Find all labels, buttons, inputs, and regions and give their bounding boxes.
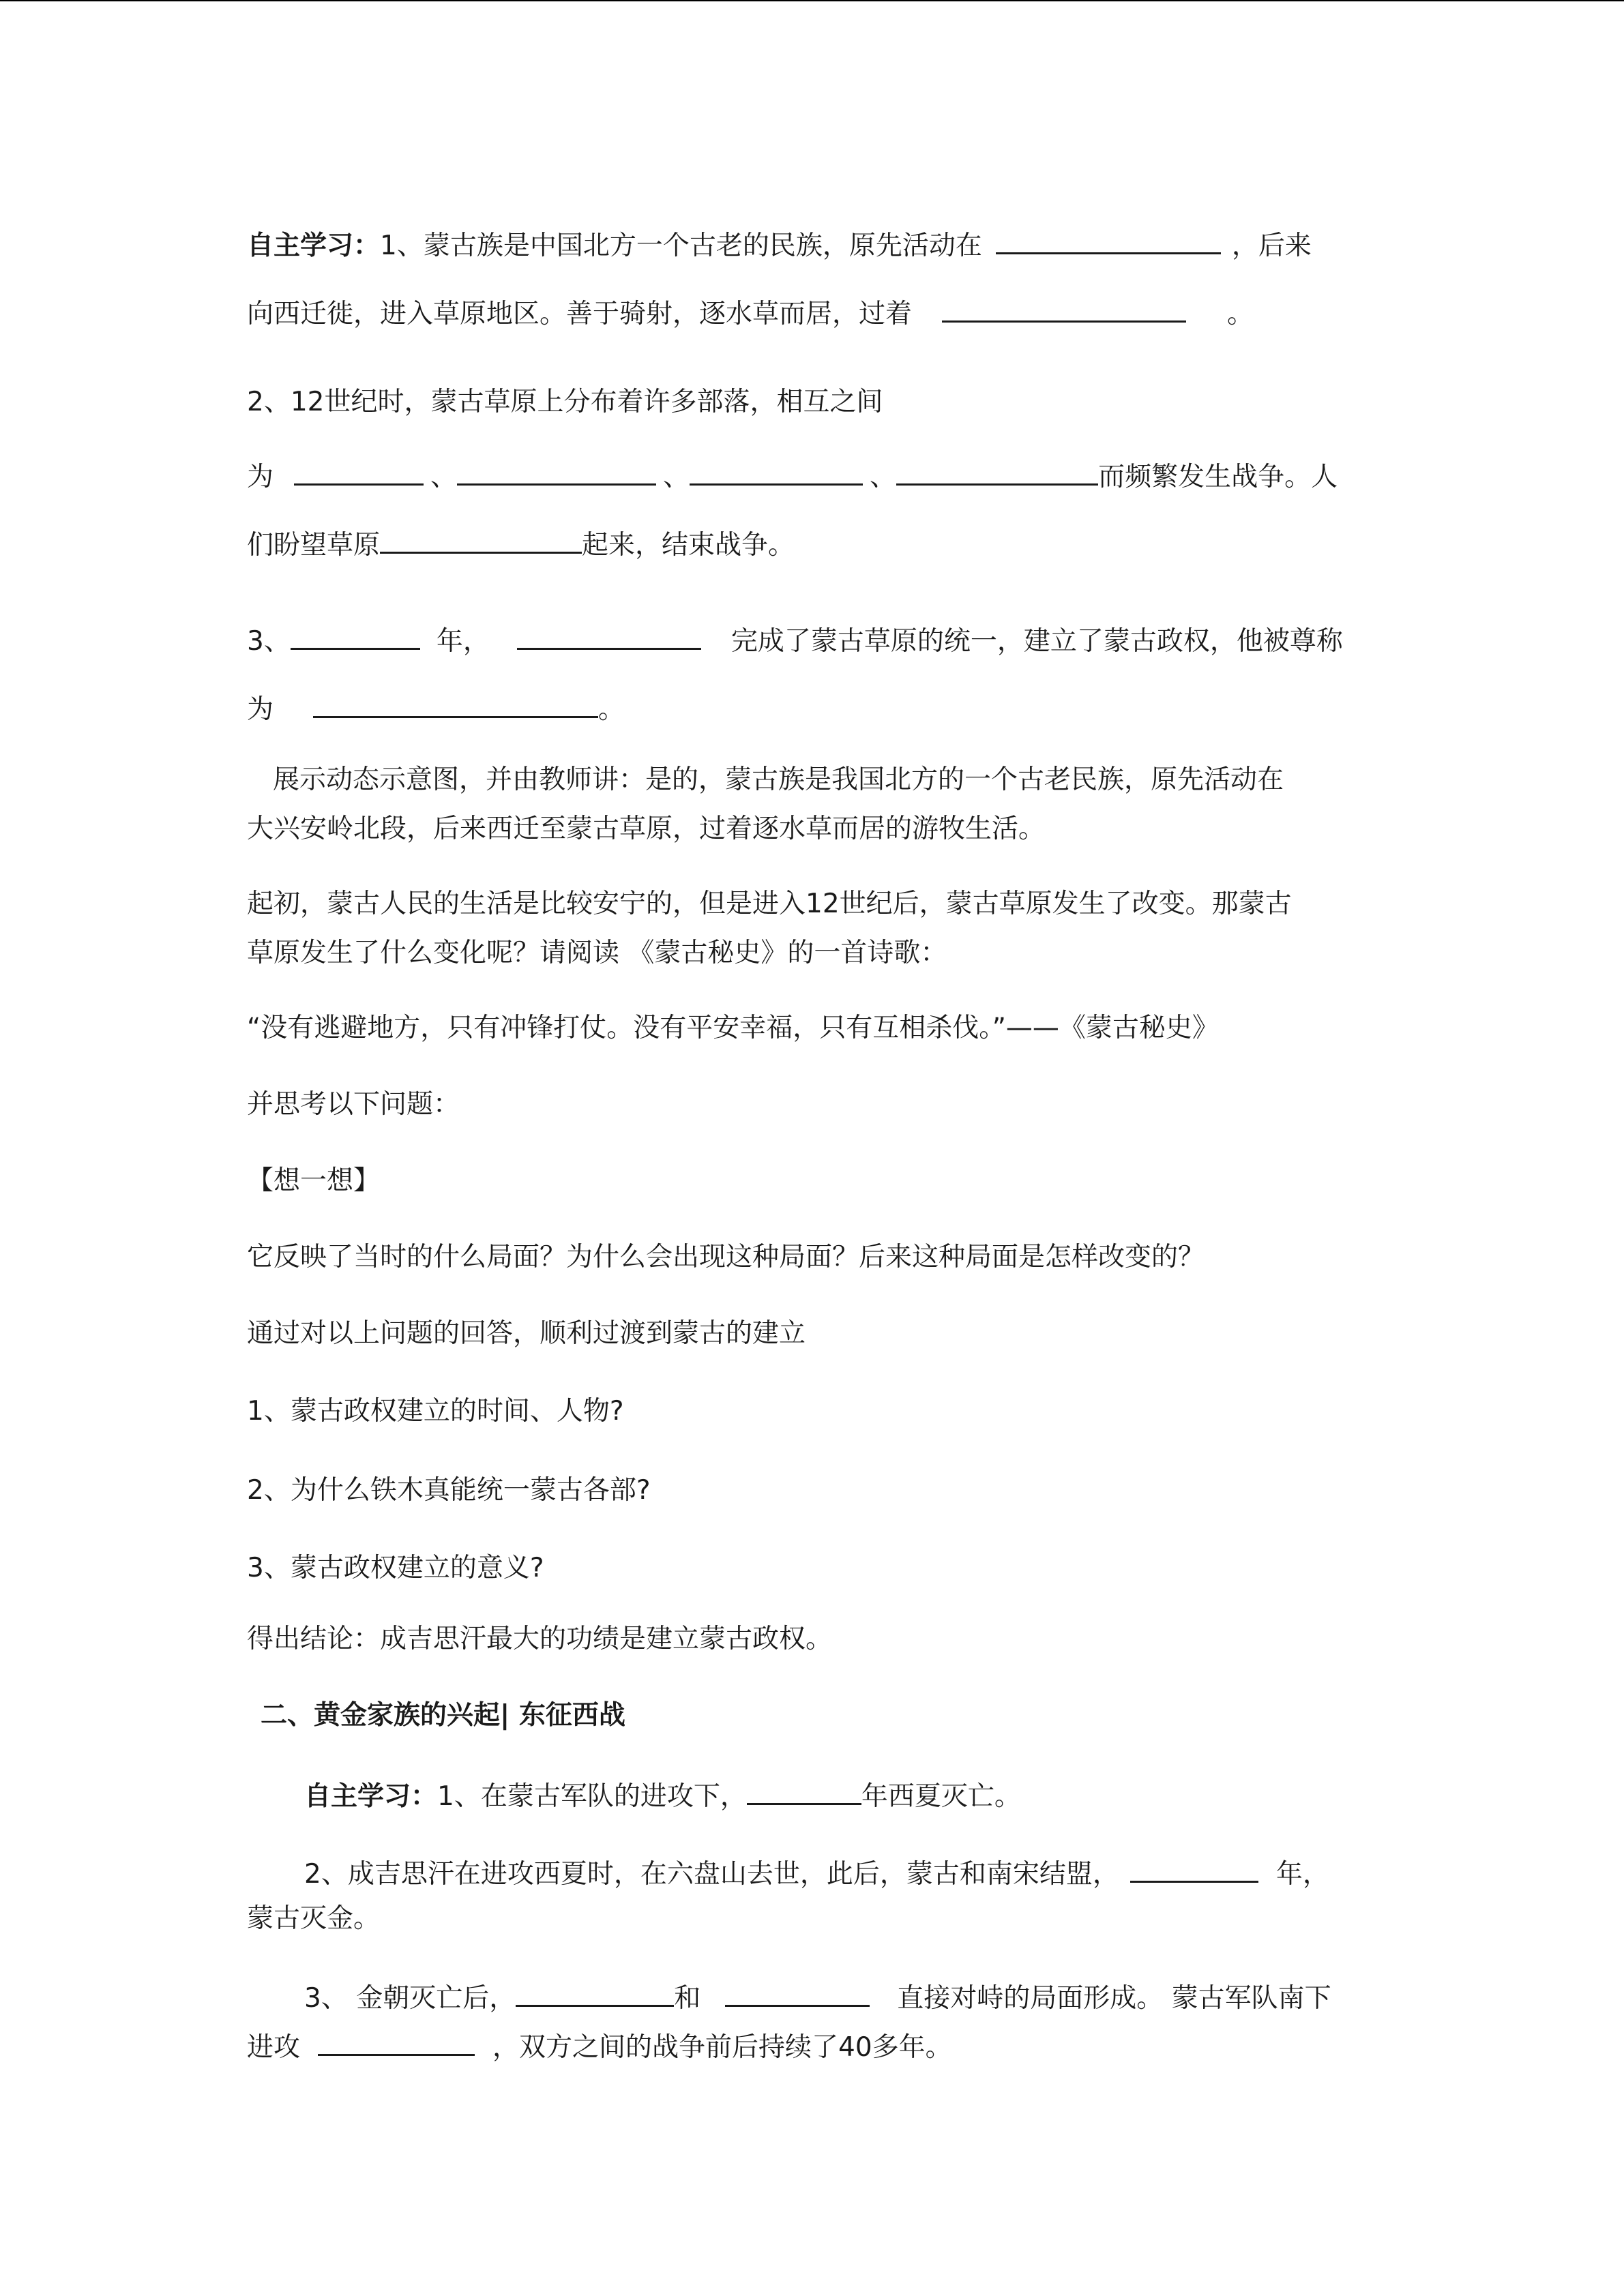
section2-q2-line1: 2、成吉思汗在进攻西夏时，在六盘山去世，此后，蒙古和南宋结盟， 年， <box>304 1851 1329 1889</box>
blank[interactable] <box>896 453 1098 486</box>
section2-heading: 二、黄金家族的兴起| 东征西战 <box>261 1700 625 1731</box>
self-study-q3-line2: 为 。 <box>247 686 625 724</box>
blank[interactable] <box>516 1975 674 2007</box>
blank[interactable] <box>725 1975 870 2007</box>
blank[interactable] <box>457 453 656 486</box>
blank[interactable] <box>294 453 424 486</box>
poem-quote: “没有逃避地方，只有冲锋打仗。没有平安幸福，只有互相杀伐。”——《蒙古秘史》 <box>247 1013 1219 1043</box>
blank[interactable] <box>1130 1851 1258 1883</box>
self-study-q2-line3: 们盼望草原 起来，结束战争。 <box>247 522 795 560</box>
intro-paragraph-line2: 草原发生了什么变化呢？请阅读 《蒙古秘史》的一首诗歌： <box>247 938 947 968</box>
section2-q2-line2: 蒙古灭金。 <box>247 1903 381 1934</box>
blank[interactable] <box>380 522 582 554</box>
self-study-q3-line1: 3、 年， 完成了蒙古草原的统一，建立了蒙古政权，他被尊称 <box>247 618 1343 656</box>
blank[interactable] <box>318 2024 475 2056</box>
transition-text: 通过对以上问题的回答，顺利过渡到蒙古的建立 <box>247 1318 806 1349</box>
question-item: 2、为什么铁木真能统一蒙古各部? <box>247 1475 651 1506</box>
self-study-q1-line2: 向西迁徙，进入草原地区。善于骑射，逐水草而居，过着 。 <box>247 290 1254 329</box>
self-study-q2-line1: 2、12世纪时，蒙古草原上分布着许多部落，相互之间 <box>247 387 883 417</box>
think-title: 【想一想】 <box>247 1165 381 1196</box>
self-study-q2-line2: 为 、 、 、 而频繁发生战争。人 <box>247 453 1338 492</box>
teacher-explanation-line2: 大兴安岭北段，后来西迁至蒙古草原，过着逐水草而居的游牧生活。 <box>247 814 1046 844</box>
page-top-border <box>0 0 1624 1</box>
intro-paragraph-line1: 起初，蒙古人民的生活是比较安宁的，但是进入12世纪后，蒙古草原发生了改变。那蒙古 <box>247 889 1292 919</box>
blank[interactable] <box>747 1773 861 1805</box>
self-study-label: 自主学习： <box>304 1781 438 1812</box>
section2-q3-line1: 3、 金朝灭亡后， 和 直接对峙的局面形成。 蒙古军队南下 <box>304 1975 1331 2013</box>
section2-q1: 自主学习：1、在蒙古军队的进攻下， 年西夏灭亡。 <box>304 1773 1021 1811</box>
blank[interactable] <box>690 453 863 486</box>
section2-q3-line2: 进攻 ，双方之间的战争前后持续了40多年。 <box>247 2024 952 2062</box>
self-study-q1-line1: 自主学习：1、蒙古族是中国北方一个古老的民族，原先活动在 ，后来 <box>247 222 1312 260</box>
think-question: 它反映了当时的什么局面？为什么会出现这种局面？后来这种局面是怎样改变的？ <box>247 1242 1205 1272</box>
blank[interactable] <box>996 222 1221 254</box>
conclusion-text: 得出结论：成吉思汗最大的功绩是建立蒙古政权。 <box>247 1624 833 1654</box>
question-item: 1、蒙古政权建立的时间、人物? <box>247 1396 624 1427</box>
question-item: 3、蒙古政权建立的意义? <box>247 1553 544 1583</box>
self-study-label: 自主学习： <box>247 230 381 261</box>
blank[interactable] <box>517 618 701 650</box>
think-intro: 并思考以下问题： <box>247 1089 460 1120</box>
blank[interactable] <box>291 618 420 650</box>
teacher-explanation-line1: 展示动态示意图，并由教师讲：是的，蒙古族是我国北方的一个古老民族，原先活动在 <box>273 764 1284 795</box>
blank[interactable] <box>942 290 1186 323</box>
blank[interactable] <box>313 686 598 718</box>
